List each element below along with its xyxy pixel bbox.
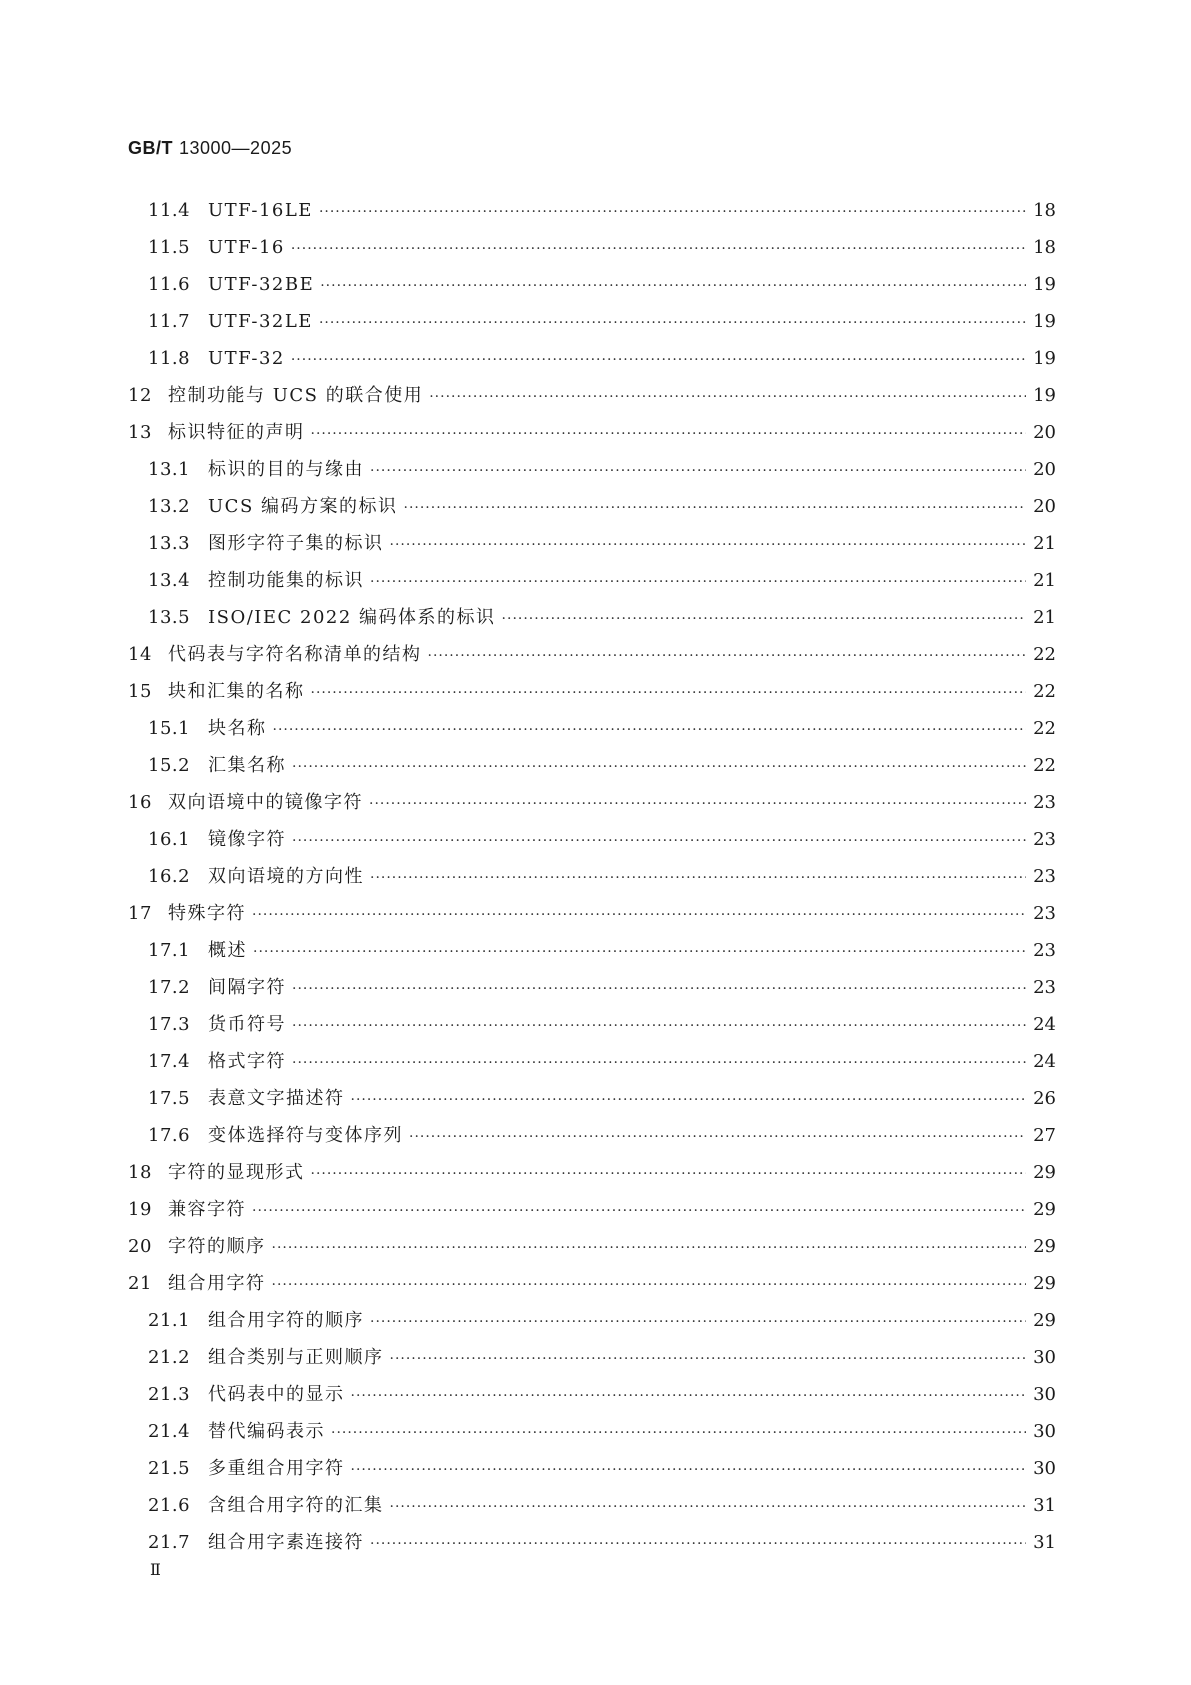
toc-entry[interactable] xyxy=(128,1413,1056,1450)
toc-entry-page: 20 xyxy=(1033,422,1056,443)
toc-entry-page: 22 xyxy=(1033,718,1056,739)
toc-entry-title: 组合类别与正则顺序 xyxy=(208,1347,384,1368)
toc-entry-number: 13.3 xyxy=(148,533,191,554)
toc-entry-title: 标识特征的声明 xyxy=(168,422,305,443)
toc-entry-page: 19 xyxy=(1033,311,1056,332)
toc-entry-title: 字符的顺序 xyxy=(168,1236,266,1257)
toc-dot-leader xyxy=(311,1156,1027,1193)
toc-entry-number: 18 xyxy=(128,1162,152,1183)
toc-dot-leader xyxy=(370,1304,1026,1341)
toc-dot-leader xyxy=(273,712,1027,749)
toc-entry-number: 17.6 xyxy=(148,1125,191,1146)
toc-dot-leader xyxy=(292,971,1026,1008)
toc-entry[interactable] xyxy=(128,747,1056,784)
toc-dot-leader xyxy=(252,897,1026,934)
toc-entry[interactable] xyxy=(128,377,1056,414)
toc-dot-leader xyxy=(292,823,1026,860)
toc-entry-page: 24 xyxy=(1033,1014,1056,1035)
toc-entry-number: 13.4 xyxy=(148,570,191,591)
toc-entry[interactable] xyxy=(128,1487,1056,1524)
toc-entry-number: 14 xyxy=(128,644,152,665)
toc-entry[interactable] xyxy=(128,451,1056,488)
toc-entry-page: 27 xyxy=(1033,1125,1056,1146)
toc-entry-page: 26 xyxy=(1033,1088,1056,1109)
toc-dot-leader xyxy=(428,638,1027,675)
toc-dot-leader xyxy=(390,1341,1027,1378)
toc-dot-leader xyxy=(272,1267,1027,1304)
toc-entry-number: 21.2 xyxy=(148,1347,191,1368)
toc-dot-leader xyxy=(292,749,1026,786)
toc-dot-leader xyxy=(369,786,1026,823)
toc-entry[interactable] xyxy=(128,229,1056,266)
toc-entry-title: 代码表中的显示 xyxy=(208,1384,345,1405)
toc-entry[interactable] xyxy=(128,1080,1056,1117)
toc-entry-title: 块和汇集的名称 xyxy=(168,681,305,702)
toc-entry-page: 21 xyxy=(1033,570,1056,591)
toc-entry[interactable] xyxy=(128,1228,1056,1265)
toc-entry-page: 23 xyxy=(1033,903,1056,924)
toc-entry-page: 30 xyxy=(1033,1347,1056,1368)
toc-entry[interactable] xyxy=(128,1339,1056,1376)
toc-dot-leader xyxy=(292,1045,1026,1082)
toc-entry[interactable] xyxy=(128,488,1056,525)
toc-entry-number: 15.2 xyxy=(148,755,191,776)
toc-entry-number: 11.6 xyxy=(148,274,191,295)
toc-dot-leader xyxy=(272,1230,1027,1267)
toc-entry-title: 组合用字符 xyxy=(168,1273,266,1294)
toc-entry[interactable] xyxy=(128,562,1056,599)
toc-entry[interactable] xyxy=(128,340,1056,377)
toc-entry-page: 22 xyxy=(1033,644,1056,665)
toc-entry-number: 21 xyxy=(128,1273,152,1294)
toc-entry-title: 标识的目的与缘由 xyxy=(208,459,364,480)
toc-entry-title: 控制功能集的标识 xyxy=(208,570,364,591)
toc-entry-number: 13.1 xyxy=(148,459,191,480)
toc-entry-page: 19 xyxy=(1033,348,1056,369)
toc-entry-page: 20 xyxy=(1033,459,1056,480)
toc-entry[interactable] xyxy=(128,525,1056,562)
toc-entry-page: 29 xyxy=(1033,1236,1056,1257)
toc-entry-title: UCS 编码方案的标识 xyxy=(208,496,398,517)
toc-entry-title: UTF-32LE xyxy=(208,311,313,332)
toc-entry-title: 汇集名称 xyxy=(208,755,286,776)
toc-entry[interactable] xyxy=(128,1302,1056,1339)
toc-entry-title: 块名称 xyxy=(208,718,267,739)
toc-entry-number: 21.6 xyxy=(148,1495,191,1516)
toc-entry-number: 11.4 xyxy=(148,200,191,221)
toc-entry-number: 11.5 xyxy=(148,237,191,258)
toc-dot-leader xyxy=(351,1082,1027,1119)
toc-entry-number: 21.5 xyxy=(148,1458,191,1479)
toc-entry-number: 17.2 xyxy=(148,977,191,998)
toc-entry-page: 29 xyxy=(1033,1310,1056,1331)
toc-entry[interactable] xyxy=(128,932,1056,969)
toc-entry-page: 29 xyxy=(1033,1199,1056,1220)
toc-dot-leader xyxy=(331,1415,1026,1452)
toc-entry-page: 23 xyxy=(1033,940,1056,961)
toc-dot-leader xyxy=(319,305,1026,342)
toc-entry[interactable] xyxy=(128,1265,1056,1302)
toc-entry[interactable] xyxy=(128,673,1056,710)
toc-entry-page: 31 xyxy=(1033,1532,1056,1553)
toc-entry-page: 30 xyxy=(1033,1421,1056,1442)
toc-dot-leader xyxy=(292,1008,1026,1045)
toc-entry[interactable] xyxy=(128,1191,1056,1228)
toc-entry-number: 21.3 xyxy=(148,1384,191,1405)
toc-entry[interactable] xyxy=(128,1376,1056,1413)
toc-entry-title: 变体选择符与变体序列 xyxy=(208,1125,403,1146)
toc-entry[interactable] xyxy=(128,784,1056,821)
toc-entry-page: 29 xyxy=(1033,1273,1056,1294)
toc-entry-title: UTF-16 xyxy=(208,237,285,258)
toc-entry-title: UTF-16LE xyxy=(208,200,313,221)
toc-entry-title: 表意文字描述符 xyxy=(208,1088,345,1109)
toc-entry-title: 组合用字素连接符 xyxy=(208,1532,364,1553)
toc-dot-leader xyxy=(311,416,1027,453)
toc-entry-title: 兼容字符 xyxy=(168,1199,246,1220)
toc-dot-leader xyxy=(320,268,1026,305)
toc-entry[interactable] xyxy=(128,303,1056,340)
toc-dot-leader xyxy=(409,1119,1026,1156)
toc-entry-number: 13.2 xyxy=(148,496,191,517)
toc-entry-page: 30 xyxy=(1033,1384,1056,1405)
toc-entry[interactable] xyxy=(128,414,1056,451)
toc-entry-number: 11.7 xyxy=(148,311,191,332)
toc-entry-title: 含组合用字符的汇集 xyxy=(208,1495,384,1516)
toc-entry-page: 23 xyxy=(1033,829,1056,850)
toc-entry-page: 19 xyxy=(1033,385,1056,406)
toc-dot-leader xyxy=(319,194,1026,231)
toc-entry-number: 17.1 xyxy=(148,940,191,961)
toc-entry-page: 20 xyxy=(1033,496,1056,517)
toc-entry-title: 特殊字符 xyxy=(168,903,246,924)
toc-dot-leader xyxy=(351,1378,1027,1415)
toc-entry-number: 16.2 xyxy=(148,866,191,887)
toc-entry-number: 11.8 xyxy=(148,348,191,369)
toc-entry-page: 22 xyxy=(1033,755,1056,776)
toc-entry-page: 31 xyxy=(1033,1495,1056,1516)
toc-entry-title: 间隔字符 xyxy=(208,977,286,998)
toc-entry[interactable] xyxy=(128,1524,1056,1561)
toc-entry-number: 13.5 xyxy=(148,607,191,628)
toc-entry-title: 替代编码表示 xyxy=(208,1421,325,1442)
toc-entry-number: 15.1 xyxy=(148,718,191,739)
toc-entry-title: UTF-32BE xyxy=(208,274,315,295)
toc-entry-number: 17.4 xyxy=(148,1051,191,1072)
toc-dot-leader xyxy=(390,527,1027,564)
toc-entry-title: 多重组合用字符 xyxy=(208,1458,345,1479)
toc-entry-page: 23 xyxy=(1033,866,1056,887)
toc-entry-title: 代码表与字符名称清单的结构 xyxy=(168,644,422,665)
toc-dot-leader xyxy=(253,934,1026,971)
toc-entry[interactable] xyxy=(128,266,1056,303)
toc-entry[interactable] xyxy=(128,858,1056,895)
toc-dot-leader xyxy=(351,1452,1027,1489)
toc-entry-number: 21.4 xyxy=(148,1421,191,1442)
toc-dot-leader xyxy=(370,860,1026,897)
toc-entry-number: 21.1 xyxy=(148,1310,191,1331)
toc-entry-page: 21 xyxy=(1033,607,1056,628)
toc-entry-title: UTF-32 xyxy=(208,348,285,369)
toc-entry[interactable] xyxy=(128,599,1056,636)
page-number: Ⅱ xyxy=(150,1560,161,1579)
toc-entry-title: 双向语境的方向性 xyxy=(208,866,364,887)
toc-entry-number: 17 xyxy=(128,903,152,924)
toc-entry[interactable] xyxy=(128,636,1056,673)
toc-entry-number: 21.7 xyxy=(148,1532,191,1553)
toc-entry[interactable] xyxy=(128,710,1056,747)
toc-entry-number: 16 xyxy=(128,792,152,813)
toc-entry-title: 字符的显现形式 xyxy=(168,1162,305,1183)
toc-dot-leader xyxy=(311,675,1027,712)
toc-entry-page: 18 xyxy=(1033,237,1056,258)
toc-dot-leader xyxy=(429,379,1026,416)
toc-entry-title: ISO/IEC 2022 编码体系的标识 xyxy=(208,607,496,628)
toc-entry-page: 18 xyxy=(1033,200,1056,221)
toc-entry-title: 镜像字符 xyxy=(208,829,286,850)
toc-entry[interactable] xyxy=(128,192,1056,229)
toc-dot-leader xyxy=(291,342,1026,379)
toc-entry-page: 19 xyxy=(1033,274,1056,295)
toc-entry-number: 17.5 xyxy=(148,1088,191,1109)
standard-number: 13000—2025 xyxy=(179,138,293,158)
toc-entry[interactable] xyxy=(128,895,1056,932)
toc-entry-page: 23 xyxy=(1033,977,1056,998)
toc-entry-number: 19 xyxy=(128,1199,152,1220)
toc-entry[interactable] xyxy=(128,1154,1056,1191)
toc-dot-leader xyxy=(291,231,1026,268)
toc-entry[interactable] xyxy=(128,1043,1056,1080)
toc-entry-title: 概述 xyxy=(208,940,247,961)
toc-entry-title: 控制功能与 UCS 的联合使用 xyxy=(168,385,424,406)
toc-entry-title: 货币符号 xyxy=(208,1014,286,1035)
toc-entry-number: 13 xyxy=(128,422,152,443)
toc-entry[interactable] xyxy=(128,1450,1056,1487)
toc-entry-page: 23 xyxy=(1033,792,1056,813)
toc-entry[interactable] xyxy=(128,1006,1056,1043)
toc-entry[interactable] xyxy=(128,821,1056,858)
toc-entry-page: 29 xyxy=(1033,1162,1056,1183)
document-header xyxy=(128,138,292,159)
toc-dot-leader xyxy=(370,453,1026,490)
toc-entry-page: 30 xyxy=(1033,1458,1056,1479)
toc-entry-title: 组合用字符的顺序 xyxy=(208,1310,364,1331)
toc-dot-leader xyxy=(502,601,1026,638)
toc-dot-leader xyxy=(404,490,1027,527)
toc-entry-page: 24 xyxy=(1033,1051,1056,1072)
toc-entry-number: 15 xyxy=(128,681,152,702)
toc-entry-page: 22 xyxy=(1033,681,1056,702)
toc-dot-leader xyxy=(370,1526,1026,1563)
table-of-contents xyxy=(128,192,1056,1561)
toc-entry-number: 20 xyxy=(128,1236,152,1257)
standard-code: GB/T xyxy=(128,138,173,158)
toc-entry-title: 格式字符 xyxy=(208,1051,286,1072)
toc-entry[interactable] xyxy=(128,969,1056,1006)
toc-entry-title: 双向语境中的镜像字符 xyxy=(168,792,363,813)
toc-dot-leader xyxy=(390,1489,1027,1526)
toc-entry-page: 21 xyxy=(1033,533,1056,554)
toc-entry-number: 16.1 xyxy=(148,829,191,850)
toc-entry[interactable] xyxy=(128,1117,1056,1154)
toc-dot-leader xyxy=(252,1193,1026,1230)
toc-dot-leader xyxy=(370,564,1026,601)
toc-entry-title: 图形字符子集的标识 xyxy=(208,533,384,554)
toc-entry-number: 12 xyxy=(128,385,152,406)
toc-entry-number: 17.3 xyxy=(148,1014,191,1035)
